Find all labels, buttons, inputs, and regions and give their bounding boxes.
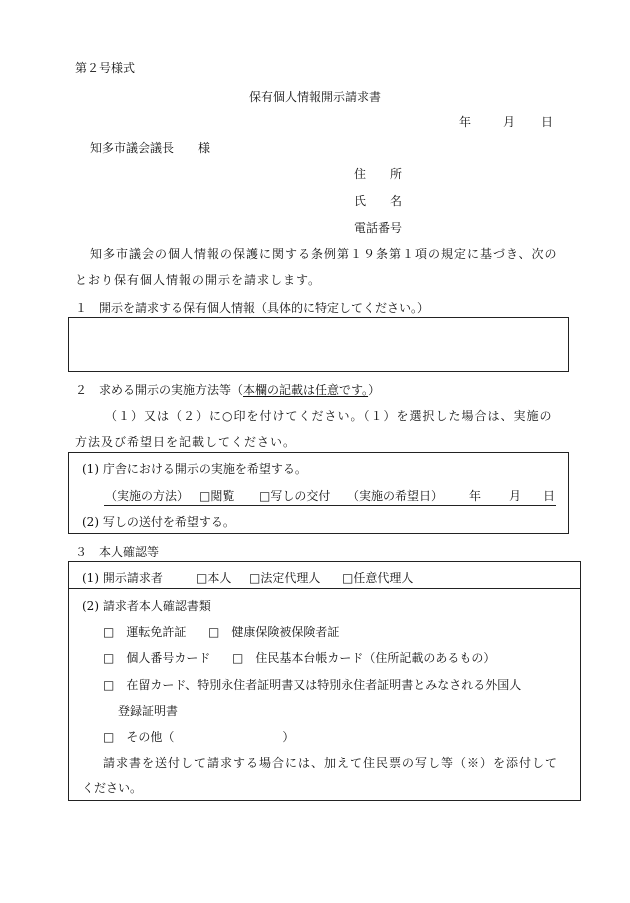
residence-card-checkbox[interactable]: □ 在留カード、特別永住者証明書又は特別永住者証明書とみなされる外国人 bbox=[103, 678, 522, 692]
section2-heading-prefix: ２ 求める開示の実施方法等（ bbox=[75, 383, 244, 397]
drivers-license-checkbox[interactable]: □ 運転免許証 bbox=[103, 625, 187, 639]
health-insurance-checkbox[interactable]: □ 健康保険被保険者証 bbox=[208, 625, 340, 639]
resident-registry-card-checkbox[interactable]: □ 住民基本台帳カード（住所記載のあるもの） bbox=[232, 651, 496, 665]
desired-year-label: 年 bbox=[469, 489, 482, 503]
section1-heading: １ 開示を請求する保有個人情報（具体的に特定してください。） bbox=[75, 301, 430, 315]
residence-card-continuation: 登録証明書 bbox=[118, 704, 179, 718]
date-month-label: 月 bbox=[503, 115, 516, 129]
date-day-label: 日 bbox=[541, 115, 554, 129]
option-1-label[interactable]: (1) 庁舎における開示の実施を希望する。 bbox=[82, 462, 307, 476]
section2-instruction-1: （１）又は（２）に○印を付けてください。（１）を選択した場合は、実施の bbox=[105, 409, 553, 423]
requester-legal-agent-checkbox[interactable]: □法定代理人 bbox=[249, 571, 321, 585]
my-number-card-checkbox[interactable]: □ 個人番号カード bbox=[103, 651, 211, 665]
mailing-note-line-1: 請求書を送付して請求する場合には、加えて住民票の写し等（※）を添付して bbox=[103, 756, 559, 770]
mailing-note-line-2: ください。 bbox=[82, 781, 143, 795]
requester-label: (1) 開示請求者 bbox=[82, 571, 163, 585]
applicant-name-label: 氏 名 bbox=[354, 194, 403, 208]
intro-line-2: とおり保有個人情報の開示を請求します。 bbox=[75, 273, 322, 287]
requester-row-divider bbox=[69, 588, 580, 589]
requester-voluntary-agent-checkbox[interactable]: □任意代理人 bbox=[342, 571, 414, 585]
desired-day-label: 日 bbox=[543, 489, 556, 503]
identity-verification-box bbox=[68, 561, 581, 801]
date-year-label: 年 bbox=[459, 115, 472, 129]
id-docs-label: (2) 請求者本人確認書類 bbox=[82, 599, 211, 613]
addressee: 知多市議会議長 様 bbox=[90, 141, 211, 155]
section2-optional-note: 本欄の記載は任意です。 bbox=[243, 383, 369, 397]
applicant-phone-label: 電話番号 bbox=[354, 221, 403, 235]
section2-heading bbox=[75, 384, 380, 396]
section2-instruction-2: 方法及び希望日を記載してください。 bbox=[75, 435, 297, 449]
requester-self-checkbox[interactable]: □本人 bbox=[196, 571, 232, 585]
desired-date-label: （実施の希望日） bbox=[347, 489, 444, 503]
requested-info-field[interactable] bbox=[68, 317, 569, 372]
applicant-address-label: 住 所 bbox=[354, 167, 403, 181]
intro-line-1: 知多市議会の個人情報の保護に関する条例第１９条第１項の規定に基づき、次の bbox=[90, 247, 558, 261]
section3-heading: ３ 本人確認等 bbox=[75, 545, 160, 559]
view-checkbox[interactable]: □閲覧 bbox=[199, 489, 235, 503]
disclosure-method-box bbox=[68, 452, 569, 534]
method-row-underline bbox=[104, 505, 556, 506]
desired-month-label: 月 bbox=[509, 489, 522, 503]
other-doc-checkbox[interactable]: □ その他（ ） bbox=[103, 730, 295, 744]
form-title: 保有個人情報開示請求書 bbox=[249, 90, 382, 104]
copy-delivery-checkbox[interactable]: □写しの交付 bbox=[259, 489, 331, 503]
option-2-label[interactable]: (2) 写しの送付を希望する。 bbox=[82, 515, 235, 529]
form-number: 第２号様式 bbox=[75, 61, 136, 75]
method-label: （実施の方法） bbox=[105, 489, 190, 503]
section2-heading-suffix: ） bbox=[368, 383, 381, 397]
